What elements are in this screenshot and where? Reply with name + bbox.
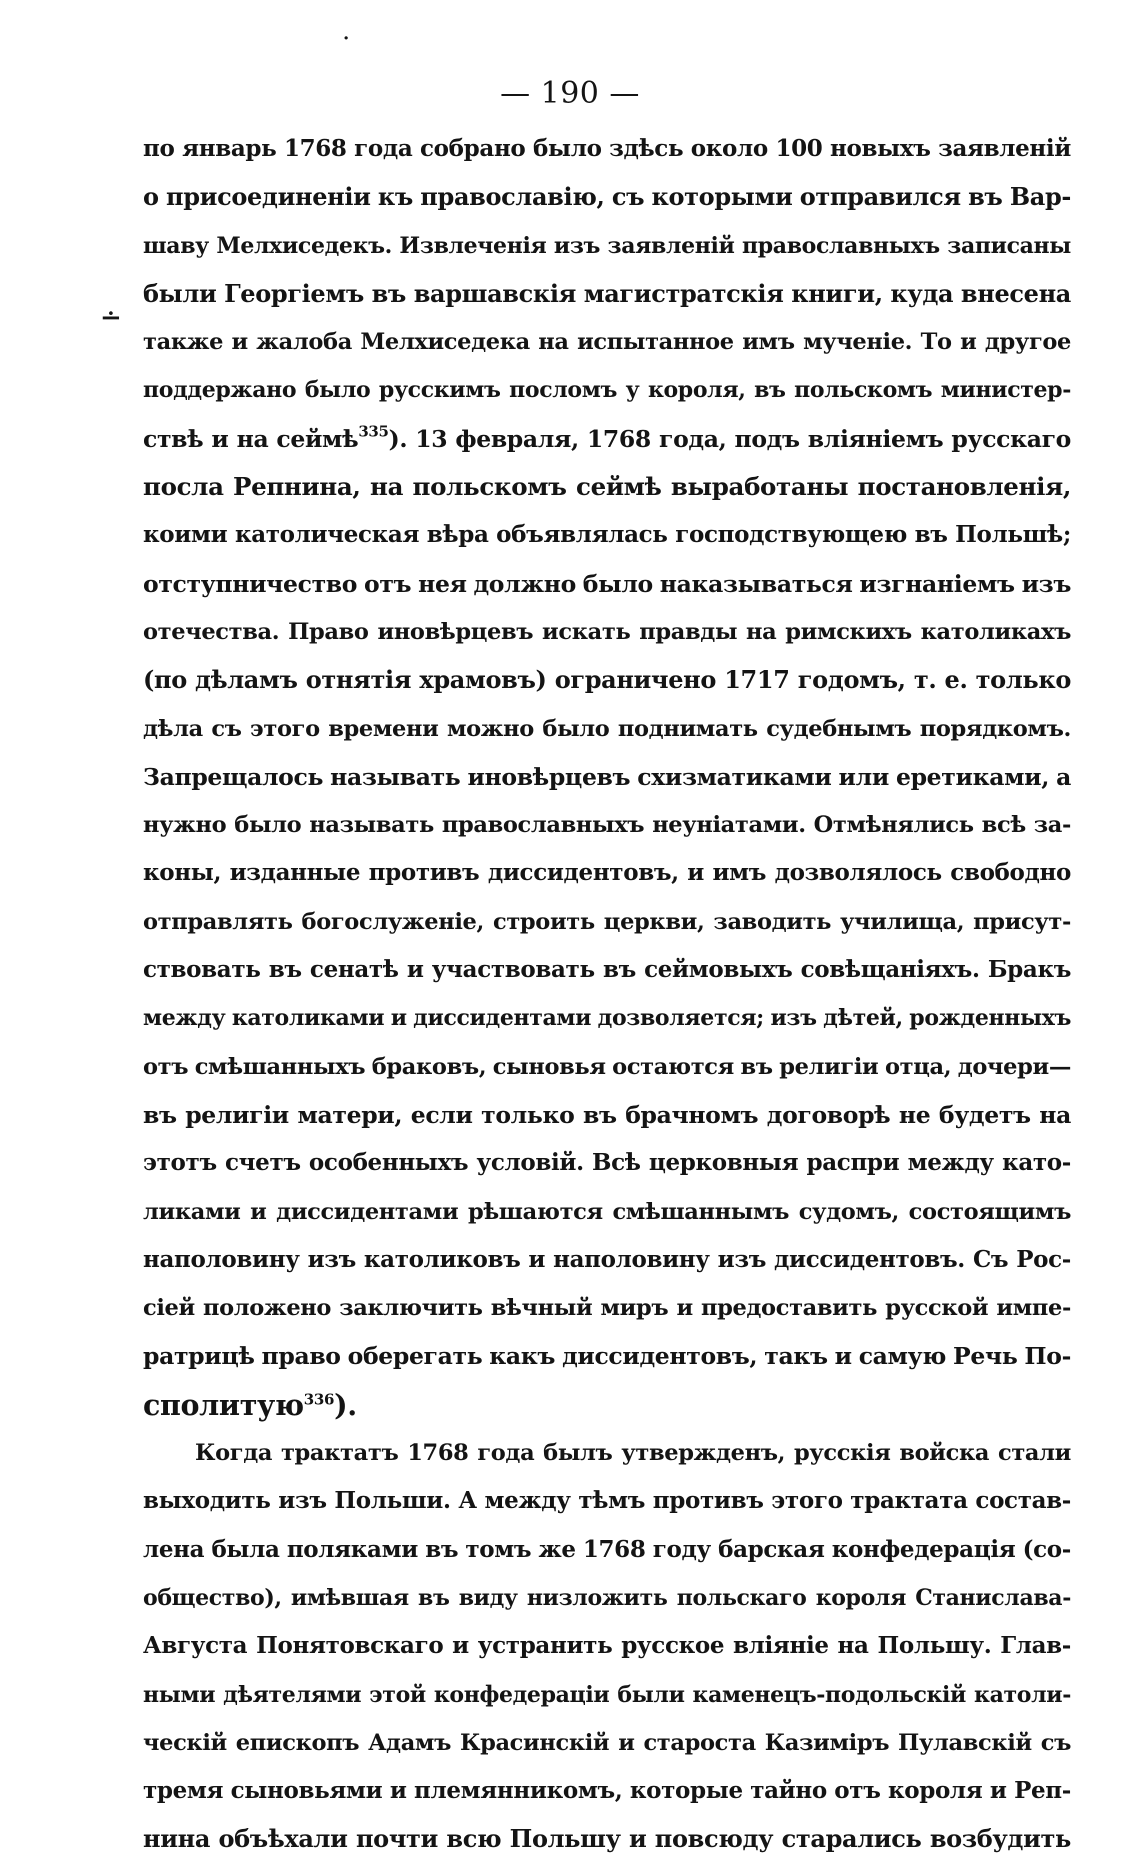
- text-line: [143, 1043, 1071, 1091]
- text-line: [143, 1815, 1071, 1863]
- text-line: [143, 1139, 1071, 1187]
- line-text: наполовину изъ католиковъ и наполовину изъ диссидентовъ. Съ Рос-: [143, 1245, 1071, 1273]
- text-line: [143, 1188, 1071, 1236]
- line-text: дѣла съ этого времени можно было поднимать судебнымъ порядкомъ.: [143, 715, 1071, 742]
- line-text: по январь 1768 года собрано было здѣсь около 100 новыхъ заявленій: [143, 135, 1071, 162]
- text-line: [143, 608, 1071, 656]
- line-text: этотъ счетъ особенныхъ условій. Всѣ церковныя распри между като-: [143, 1149, 1071, 1177]
- text-line: [143, 1332, 1071, 1380]
- body-text: [143, 125, 1071, 1864]
- line-text: между католиками и диссидентами дозволяется; изъ дѣтей, рожденныхъ: [143, 1005, 1071, 1032]
- text-line: [143, 366, 1071, 414]
- line-text: выходить изъ Польши. А между тѣмъ противъ этого трактата состав-: [143, 1487, 1071, 1515]
- line-text: ствѣ и на сеймѣ: [143, 424, 359, 453]
- text-line: [143, 1622, 1071, 1670]
- text-line: [143, 656, 1071, 704]
- line-text: сіей положено заключить вѣчный миръ и предоставить русской импе-: [143, 1295, 1071, 1322]
- text-line: [143, 1526, 1071, 1574]
- text-line: [143, 125, 1071, 173]
- line-text: о присоединеніи къ православію, съ которыми отправился въ Вар-: [143, 182, 1071, 212]
- footnote-reference: 336: [303, 1390, 335, 1409]
- stray-dot-mark: ·: [343, 28, 350, 49]
- line-text: были Георгіемъ въ варшавскія магистратскія книги, куда внесена: [143, 278, 1071, 308]
- line-text: поддержано было русскимъ посломъ у короля, въ польскомъ министер-: [143, 377, 1071, 404]
- line-text: посла Репнина, на польскомъ сеймѣ выработаны постановленія,: [143, 472, 1071, 502]
- line-text: также и жалоба Мелхиседека на испытанное имъ мученіе. То и другое: [143, 329, 1071, 356]
- text-line: [143, 705, 1071, 753]
- line-text-continued: ).: [334, 1387, 357, 1422]
- line-text: отечества. Право иновѣрцевъ искать правды на римскихъ католикахъ: [143, 618, 1071, 645]
- text-line: [143, 946, 1071, 994]
- line-text: коими католическая вѣра объявлялась господствующею въ Польшѣ;: [143, 521, 1071, 549]
- text-line: [143, 1671, 1071, 1719]
- line-text: нужно было называть православныхъ неуніатами. Отмѣнялись всѣ за-: [143, 812, 1071, 839]
- paragraph: [143, 1429, 1071, 1864]
- line-text: ратрицѣ право оберегать какъ диссидентовъ, такъ и самую Речь По-: [143, 1342, 1071, 1371]
- text-line: [143, 994, 1071, 1042]
- line-text: въ религіи матери, если только въ брачномъ договорѣ не будетъ на: [143, 1100, 1071, 1129]
- text-line: [143, 415, 1071, 463]
- paragraph: [143, 125, 1071, 1429]
- line-text: (по дѣламъ отнятія храмовъ) ограничено 1717 годомъ, т. е. только: [143, 665, 1071, 695]
- text-line: [143, 1429, 1071, 1477]
- line-text: ствовать въ сенатѣ и участвовать въ сеймовыхъ совѣщаніяхъ. Бракъ: [143, 956, 1071, 984]
- line-text-continued: ). 13 февраля, 1768 года, подъ вліяніемъ русскаго: [388, 424, 1071, 453]
- text-line: [143, 801, 1071, 849]
- line-text: коны, изданные противъ диссидентовъ, и имъ дозволялось свободно: [143, 859, 1071, 887]
- line-text: Запрещалось называть иновѣрцевъ схизматиками или еретиками, а: [143, 762, 1071, 791]
- line-text: отъ смѣшанныхъ браковъ, сыновья остаются въ религіи отца, дочери—: [143, 1053, 1071, 1080]
- text-line: [143, 1284, 1071, 1332]
- line-text: нина объѣхали почти всю Польшу и повсюду старались возбудить: [143, 1824, 1071, 1854]
- text-line: [143, 1719, 1071, 1767]
- text-line: [143, 1767, 1071, 1815]
- text-line: [143, 1381, 1071, 1429]
- text-line: [143, 1236, 1071, 1284]
- line-text: ликами и диссидентами рѣшаются смѣшаннымъ судомъ, состоящимъ: [143, 1198, 1071, 1225]
- line-text: лена была поляками въ томъ же 1768 году барская конфедерація (со-: [143, 1535, 1071, 1563]
- text-line: [143, 753, 1071, 801]
- text-line: [143, 560, 1071, 608]
- text-line: [143, 463, 1071, 511]
- footnote-reference: 335: [358, 422, 389, 441]
- text-line: [143, 1091, 1071, 1139]
- line-text: Когда трактатъ 1768 года былъ утвержденъ, русскія войска стали: [195, 1440, 1071, 1467]
- line-text: отступничество отъ нея должно было наказываться изгнаніемъ изъ: [143, 569, 1071, 598]
- line-text: ческій епископъ Адамъ Красинскій и староста Казиміръ Пулавскій съ: [143, 1729, 1071, 1756]
- text-line: [143, 1477, 1071, 1525]
- text-line: [143, 849, 1071, 897]
- text-line: [143, 270, 1071, 318]
- text-line: [143, 173, 1071, 221]
- line-text: Августа Понятовскаго и устранить русское вліяніе на Польшу. Глав-: [143, 1632, 1071, 1660]
- line-text: ными дѣятелями этой конфедераціи были каменецъ-подольскій католи-: [143, 1681, 1071, 1708]
- text-line: [143, 898, 1071, 946]
- text-line: [143, 222, 1071, 270]
- text-line: [143, 511, 1071, 559]
- page-number: — 190 —: [500, 76, 640, 111]
- line-text: шаву Мелхиседекъ. Извлеченія изъ заявленій православныхъ записаны: [143, 232, 1071, 259]
- text-line: [143, 1574, 1071, 1622]
- text-line: [143, 318, 1071, 366]
- line-text: отправлять богослуженіе, строить церкви, заводить училища, присут-: [143, 908, 1071, 935]
- line-text: тремя сыновьями и племянникомъ, которые тайно отъ короля и Реп-: [143, 1777, 1071, 1805]
- margin-mark: ∸: [100, 303, 122, 333]
- line-text: сполитую: [143, 1387, 304, 1422]
- line-text: общество), имѣвшая въ виду низложить польскаго короля Станислава-: [143, 1584, 1071, 1611]
